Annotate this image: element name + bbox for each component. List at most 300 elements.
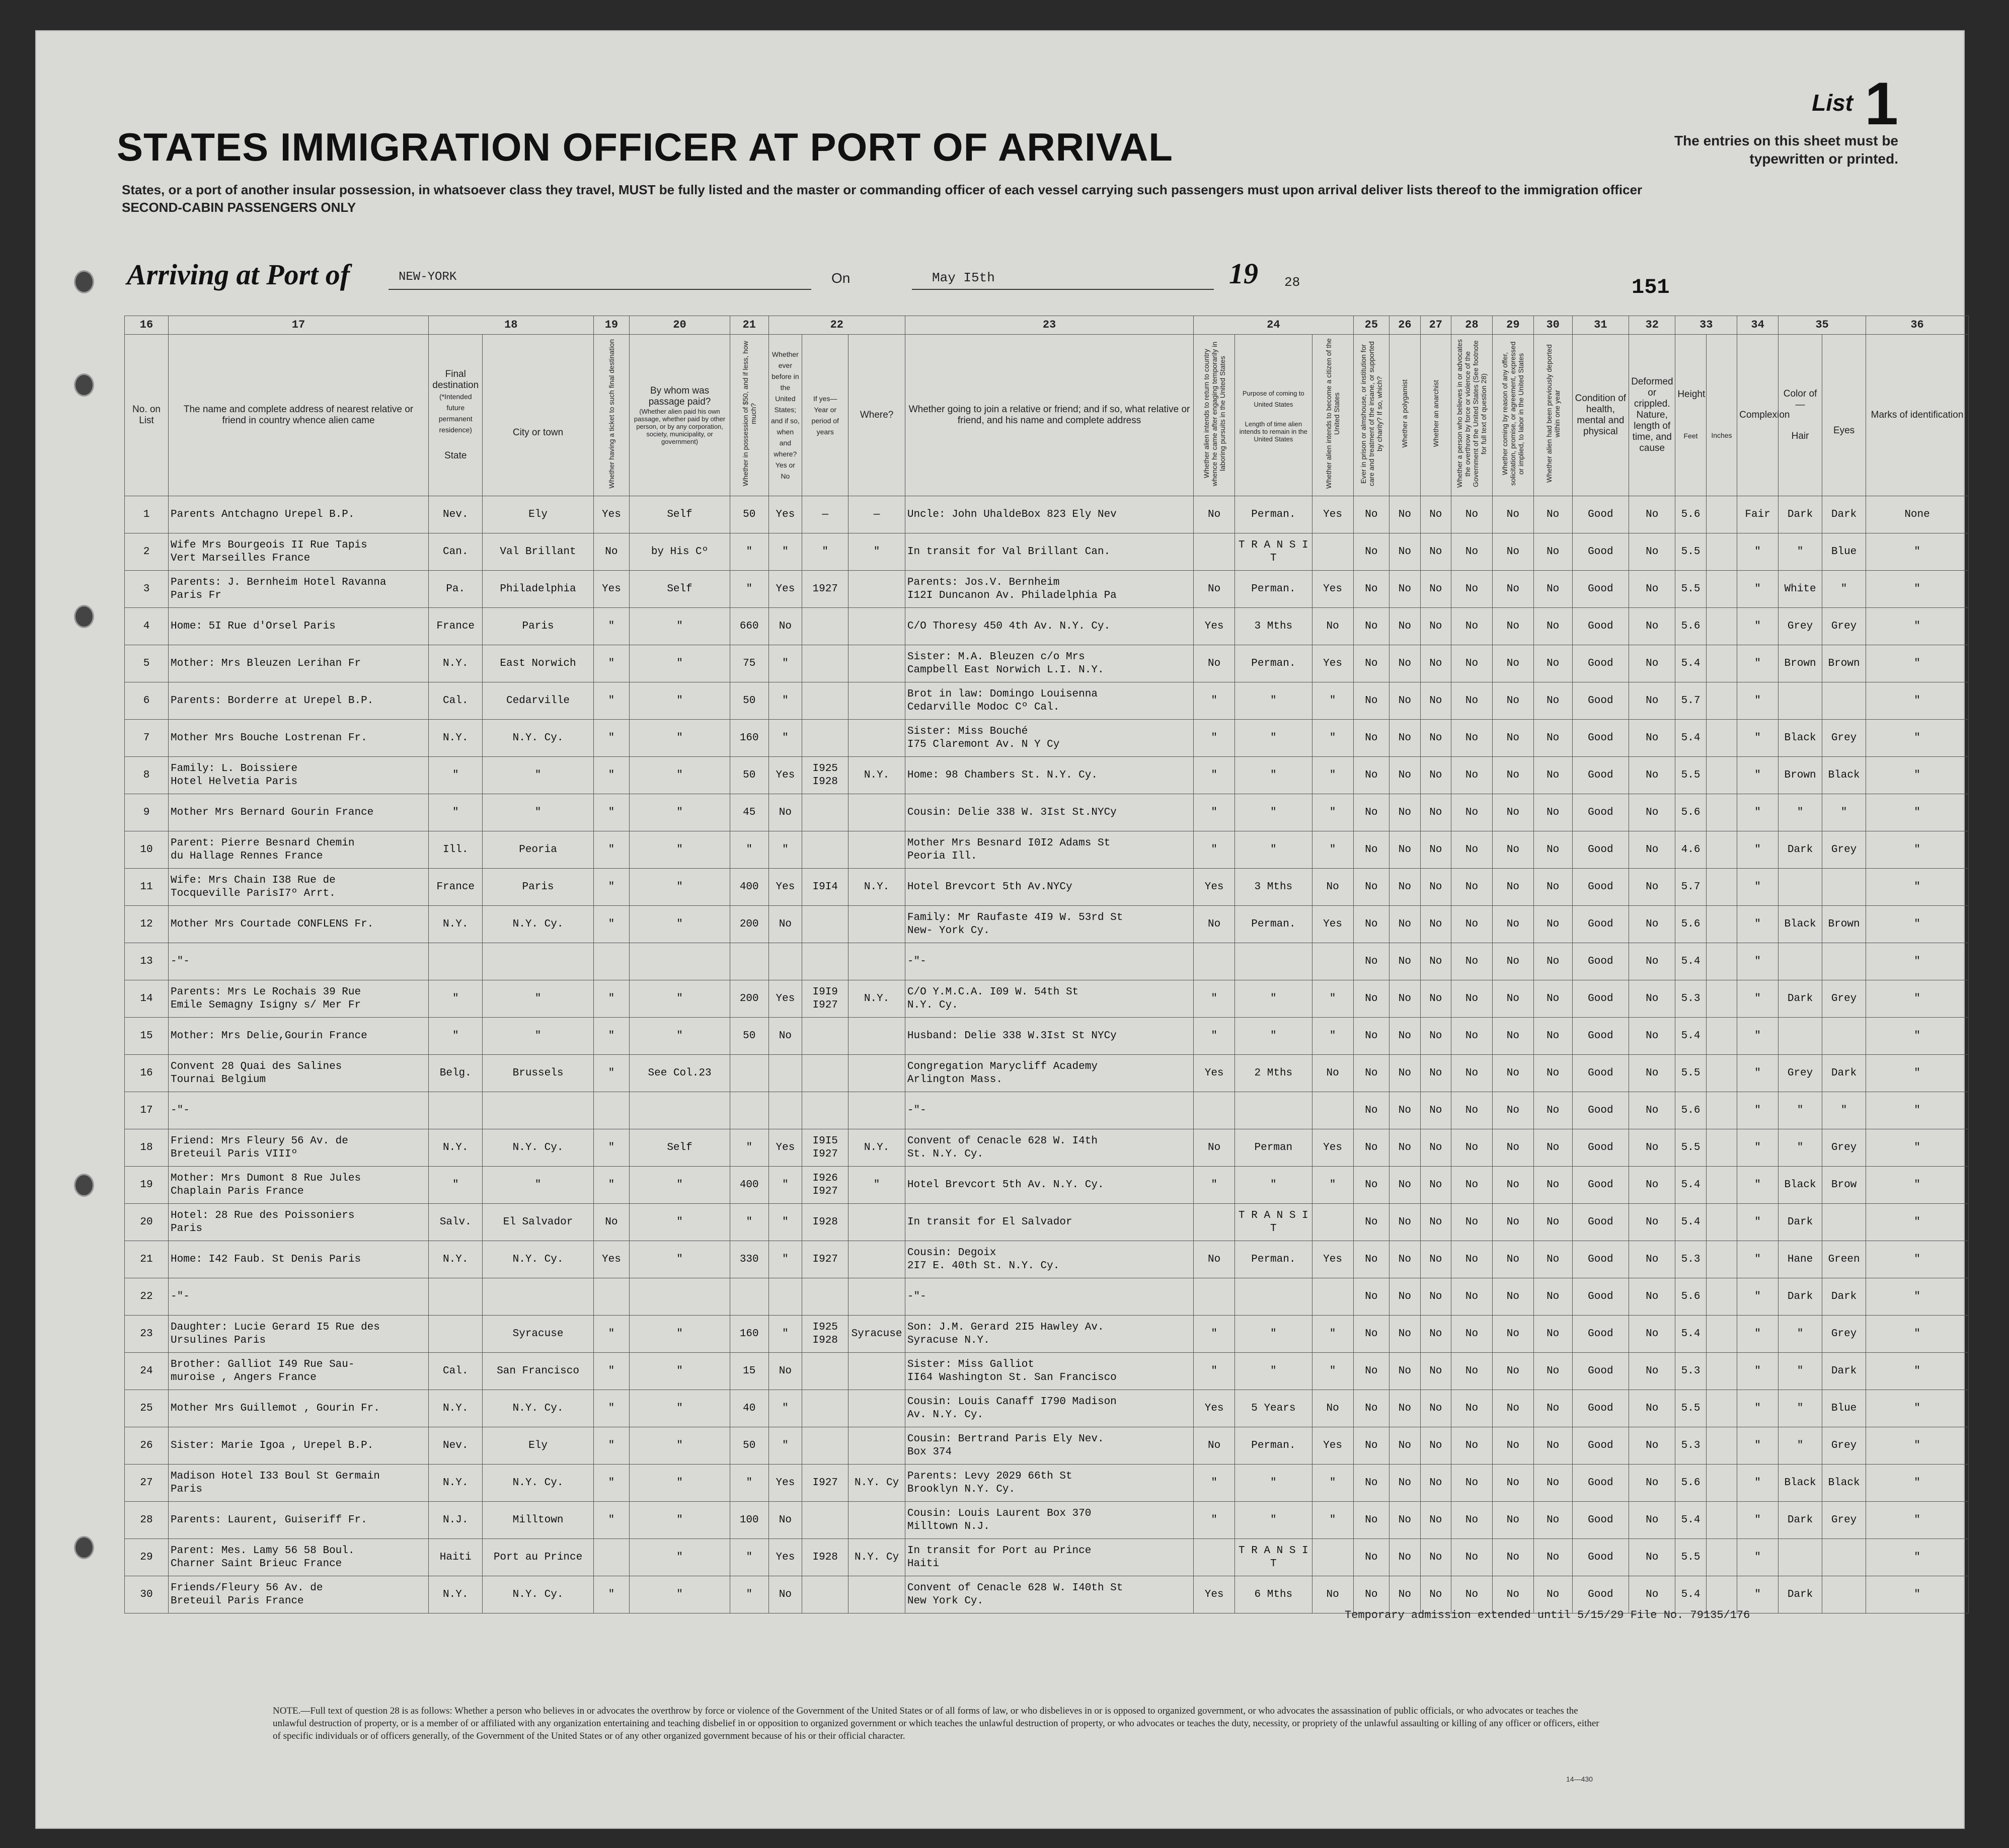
cell-ticket: " [593, 980, 630, 1018]
cell-eyes: Grey [1822, 1129, 1866, 1167]
cell-hair: Black [1779, 906, 1822, 943]
cell-p-citizen: " [1312, 720, 1353, 757]
cell-money: 330 [730, 1241, 768, 1278]
cell-where [848, 645, 905, 682]
header-before-in-us: Whether ever before in the United States; and if so, when and where? [770, 350, 800, 458]
cell-polyg: No [1389, 1316, 1420, 1353]
cell-where: N.Y. Cy [848, 1465, 905, 1502]
table-row [125, 980, 1969, 1018]
cell-blank [1706, 869, 1737, 906]
cell-health: Good [1572, 757, 1629, 794]
cell-polyg: No [1389, 571, 1420, 608]
cell-state: N.J. [429, 1502, 483, 1539]
cell-polyg: No [1389, 831, 1420, 869]
cell-no: 24 [125, 1353, 169, 1390]
cell-joining: Congregation Marycliff Academy Arlington Mass. [905, 1055, 1193, 1092]
cell-blank [1706, 943, 1737, 980]
cell-polyg: No [1389, 496, 1420, 533]
table-row [125, 1055, 1969, 1092]
cell-health: Good [1572, 1316, 1629, 1353]
cell-p-citizen [1312, 1204, 1353, 1241]
cell-q28: No [1451, 1390, 1493, 1427]
cell-money [730, 1278, 768, 1316]
cell-contract: No [1492, 757, 1533, 794]
cell-eyes: Blue [1822, 533, 1866, 571]
cell-contract: No [1492, 682, 1533, 720]
cell-before: " [768, 831, 802, 869]
header-final-destination: Final destination [432, 369, 479, 391]
cell-state: Cal. [429, 682, 483, 720]
header-polygamist [1389, 335, 1420, 496]
cell-q28: No [1451, 1576, 1493, 1613]
col-num: 32 [1629, 316, 1675, 335]
cell-blank [1706, 1129, 1737, 1167]
cell-city: N.Y. Cy. [483, 1129, 593, 1167]
cell-p-length: " [1235, 794, 1312, 831]
cell-prison: No [1353, 1278, 1389, 1316]
cell-before: " [768, 1427, 802, 1465]
cell-money: " [730, 1204, 768, 1241]
cell-anarch: No [1420, 1316, 1451, 1353]
cell-anarch: No [1420, 1576, 1451, 1613]
cell-money: 400 [730, 1167, 768, 1204]
cell-p-return: Yes [1194, 608, 1235, 645]
header-color-of: Color of— [1783, 389, 1817, 410]
cell-p-length: Perman. [1235, 496, 1312, 533]
cell-deformed: No [1629, 720, 1675, 757]
cell-no: 5 [125, 645, 169, 682]
cell-contract: No [1492, 1129, 1533, 1167]
cell-marks: " [1866, 757, 1969, 794]
header-purpose-citizen-label: Whether alien intends to become a citizen of the United States [1325, 338, 1341, 489]
cell-contract: No [1492, 720, 1533, 757]
cell-contract: No [1492, 1390, 1533, 1427]
cell-marks: " [1866, 1390, 1969, 1427]
cell-relative: -"- [169, 1278, 429, 1316]
cell-contract: No [1492, 645, 1533, 682]
cell-marks: " [1866, 571, 1969, 608]
cell-complexion: " [1737, 1353, 1779, 1390]
cell-city [483, 1092, 593, 1129]
cell-q28: No [1451, 1241, 1493, 1278]
cell-hair: Brown [1779, 645, 1822, 682]
cell-years: I927 [802, 1465, 848, 1502]
cell-no: 23 [125, 1316, 169, 1353]
cell-blank [1706, 1055, 1737, 1092]
cell-polyg: No [1389, 1241, 1420, 1278]
cell-joining: -"- [905, 943, 1193, 980]
cell-anarch: No [1420, 1427, 1451, 1465]
cell-joining: In transit for Val Brillant Can. [905, 533, 1193, 571]
cell-paid: " [630, 1390, 730, 1427]
cell-relative: Parent: Mes. Lamy 56 58 Boul. Charner Saint Brieuc France [169, 1539, 429, 1576]
cell-eyes: Blue [1822, 1390, 1866, 1427]
cell-height: 5.4 [1675, 1018, 1706, 1055]
table-row [125, 496, 1969, 533]
cell-complexion: " [1737, 1092, 1779, 1129]
cell-p-citizen: Yes [1312, 1427, 1353, 1465]
cell-anarch: No [1420, 1353, 1451, 1390]
col-num: 30 [1533, 316, 1572, 335]
cell-deformed: No [1629, 1353, 1675, 1390]
cell-relative: Family: L. Boissiere Hotel Helvetia Paris [169, 757, 429, 794]
cell-health: Good [1572, 1055, 1629, 1092]
header-height-inches [1706, 335, 1737, 496]
cell-blank [1706, 1502, 1737, 1539]
cell-p-length: T R A N S I T [1235, 533, 1312, 571]
cell-relative: -"- [169, 1092, 429, 1129]
cell-complexion: " [1737, 1055, 1779, 1092]
cell-relative: Wife: Mrs Chain I38 Rue de Tocqueville ParisI7º Arrt. [169, 869, 429, 906]
cell-eyes: " [1822, 571, 1866, 608]
cell-relative: Parents: J. Bernheim Hotel Ravanna Paris Fr [169, 571, 429, 608]
cell-eyes: Dark [1822, 496, 1866, 533]
cell-prison: No [1353, 831, 1389, 869]
cell-complexion: " [1737, 1316, 1779, 1353]
cell-blank [1706, 496, 1737, 533]
cell-complexion: Fair [1737, 496, 1779, 533]
cell-health: Good [1572, 1390, 1629, 1427]
cell-p-return: Yes [1194, 1055, 1235, 1092]
cell-anarch: No [1420, 943, 1451, 980]
cell-before: No [768, 794, 802, 831]
cell-money: 100 [730, 1502, 768, 1539]
cell-money: 50 [730, 682, 768, 720]
cell-money: " [730, 1539, 768, 1576]
cell-city: Val Brillant [483, 533, 593, 571]
cell-height: 5.3 [1675, 980, 1706, 1018]
cell-years [802, 1576, 848, 1613]
table-row [125, 943, 1969, 980]
cell-state: " [429, 980, 483, 1018]
cell-ticket: " [593, 608, 630, 645]
col-num: 36 [1866, 316, 1969, 335]
cell-contract: No [1492, 1055, 1533, 1092]
cell-prison: No [1353, 906, 1389, 943]
header-passage-paid-note: (Whether alien paid his own passage, whether paid by other person, or by any corporation, society, municipality, or government) [634, 407, 726, 445]
cell-q28: No [1451, 720, 1493, 757]
cell-p-return: Yes [1194, 1390, 1235, 1427]
header-anarchist-label: Whether an anarchist [1431, 380, 1440, 447]
cell-state: Ill. [429, 831, 483, 869]
cell-blank [1706, 1353, 1737, 1390]
cell-years [802, 1427, 848, 1465]
cell-polyg: No [1389, 720, 1420, 757]
cell-relative: Mother Mrs Guillemot , Gourin Fr. [169, 1390, 429, 1427]
cell-before: No [768, 1502, 802, 1539]
cell-polyg: No [1389, 1427, 1420, 1465]
cell-no: 12 [125, 906, 169, 943]
cell-state: Salv. [429, 1204, 483, 1241]
cell-city: Milltown [483, 1502, 593, 1539]
cell-money: " [730, 533, 768, 571]
cell-contract: No [1492, 1018, 1533, 1055]
cell-money: " [730, 1129, 768, 1167]
cell-deported: No [1533, 1129, 1572, 1167]
cell-no: 11 [125, 869, 169, 906]
cell-complexion: " [1737, 645, 1779, 682]
cell-p-return [1194, 533, 1235, 571]
cell-years [802, 1278, 848, 1316]
cell-contract: No [1492, 831, 1533, 869]
header-purpose-citizen [1312, 335, 1353, 496]
table-row [125, 533, 1969, 571]
cell-city: El Salvador [483, 1204, 593, 1241]
cell-paid: " [630, 1465, 730, 1502]
cell-deformed: No [1629, 1278, 1675, 1316]
passenger-rows [125, 496, 1969, 1613]
cell-no: 28 [125, 1502, 169, 1539]
cell-anarch: No [1420, 1539, 1451, 1576]
cell-deformed: No [1629, 608, 1675, 645]
cell-deported: No [1533, 682, 1572, 720]
header-prison-label: Ever in prison or almshouse, or institution for care and treatment of the insane, or supported by charity? If so, which? [1359, 341, 1383, 486]
binder-hole [74, 1536, 94, 1559]
cell-eyes: Black [1822, 1465, 1866, 1502]
cell-p-citizen: " [1312, 757, 1353, 794]
cell-height: 5.5 [1675, 1129, 1706, 1167]
cell-height: 5.7 [1675, 682, 1706, 720]
cell-paid: Self [630, 571, 730, 608]
cell-p-return: " [1194, 1018, 1235, 1055]
cell-q28: No [1451, 869, 1493, 906]
arrival-port: NEW-YORK [399, 270, 457, 284]
cell-height: 4.6 [1675, 831, 1706, 869]
cell-prison: No [1353, 869, 1389, 906]
cell-where [848, 1576, 905, 1613]
cell-complexion: " [1737, 1465, 1779, 1502]
cell-deformed: No [1629, 1055, 1675, 1092]
cell-p-citizen: " [1312, 1316, 1353, 1353]
cell-health: Good [1572, 1092, 1629, 1129]
cell-height: 5.4 [1675, 1316, 1706, 1353]
cell-health: Good [1572, 1018, 1629, 1055]
cell-deformed: No [1629, 1502, 1675, 1539]
col-num: 18 [429, 316, 594, 335]
cell-relative: Daughter: Lucie Gerard I5 Rue des Ursulines Paris [169, 1316, 429, 1353]
cell-p-return: " [1194, 794, 1235, 831]
cell-ticket: " [593, 1390, 630, 1427]
cell-p-citizen: Yes [1312, 496, 1353, 533]
table-row [125, 906, 1969, 943]
cell-p-citizen: Yes [1312, 1241, 1353, 1278]
cell-p-citizen: " [1312, 1465, 1353, 1502]
cell-contract: No [1492, 906, 1533, 943]
cell-health: Good [1572, 1241, 1629, 1278]
cell-where [848, 1427, 905, 1465]
cell-deported: No [1533, 906, 1572, 943]
cell-state: Belg. [429, 1055, 483, 1092]
cell-anarch: No [1420, 1092, 1451, 1129]
cell-hair: " [1779, 1129, 1822, 1167]
cell-prison: No [1353, 1167, 1389, 1204]
cell-q28: No [1451, 496, 1493, 533]
cell-anarch: No [1420, 1018, 1451, 1055]
table-row [125, 1502, 1969, 1539]
cell-state: N.Y. [429, 906, 483, 943]
cell-eyes: Grey [1822, 831, 1866, 869]
cell-p-return: No [1194, 645, 1235, 682]
cell-deported: No [1533, 980, 1572, 1018]
cell-p-length: " [1235, 682, 1312, 720]
cell-q28: No [1451, 1129, 1493, 1167]
cell-eyes: Brown [1822, 906, 1866, 943]
cell-q28: No [1451, 1167, 1493, 1204]
cell-complexion: " [1737, 1018, 1779, 1055]
header-passage-paid-label: By whom was passage paid? [648, 385, 711, 407]
cell-blank [1706, 608, 1737, 645]
cell-polyg: No [1389, 1576, 1420, 1613]
cell-p-length [1235, 1278, 1312, 1316]
cell-p-length: 2 Mths [1235, 1055, 1312, 1092]
cell-p-citizen [1312, 1539, 1353, 1576]
cell-health: Good [1572, 1167, 1629, 1204]
cell-ticket: " [593, 1316, 630, 1353]
table-row [125, 1204, 1969, 1241]
cell-paid: " [630, 794, 730, 831]
cell-ticket: " [593, 1167, 630, 1204]
cell-contract: No [1492, 1204, 1533, 1241]
cell-state: " [429, 1018, 483, 1055]
cell-height: 5.3 [1675, 1241, 1706, 1278]
cell-p-return: No [1194, 1129, 1235, 1167]
cell-contract: No [1492, 1353, 1533, 1390]
cell-deported: No [1533, 1465, 1572, 1502]
cell-health: Good [1572, 1539, 1629, 1576]
header-hair-label: Hair [1791, 431, 1809, 441]
cell-where: " [848, 533, 905, 571]
cell-city: Peoria [483, 831, 593, 869]
cell-height: 5.6 [1675, 1465, 1706, 1502]
form-number: 14—430 [1566, 1775, 1593, 1783]
cell-p-length: Perman. [1235, 645, 1312, 682]
cell-p-length [1235, 1092, 1312, 1129]
list-number: 1 [1865, 70, 1898, 137]
cell-no: 10 [125, 831, 169, 869]
cell-health: Good [1572, 906, 1629, 943]
table-row [125, 1576, 1969, 1613]
cell-p-citizen [1312, 533, 1353, 571]
table-row [125, 608, 1969, 645]
cell-anarch: No [1420, 720, 1451, 757]
header-ticket [593, 335, 630, 496]
binder-hole [74, 373, 94, 397]
cell-deported: No [1533, 794, 1572, 831]
cell-paid: " [630, 1018, 730, 1055]
cell-paid: " [630, 757, 730, 794]
cell-ticket: Yes [593, 571, 630, 608]
cell-ticket: " [593, 720, 630, 757]
col-num: 35 [1779, 316, 1866, 335]
cell-before: Yes [768, 980, 802, 1018]
cell-relative: Mother Mrs Bouche Lostrenan Fr. [169, 720, 429, 757]
cell-p-citizen: No [1312, 1055, 1353, 1092]
cell-before: Yes [768, 496, 802, 533]
table-row [125, 1129, 1969, 1167]
cell-prison: No [1353, 1092, 1389, 1129]
table-row [125, 1353, 1969, 1390]
table-row [125, 794, 1969, 831]
cell-polyg: No [1389, 1055, 1420, 1092]
cell-city: Port au Prince [483, 1539, 593, 1576]
cell-prison: No [1353, 1427, 1389, 1465]
cell-prison: No [1353, 1129, 1389, 1167]
cell-q28: No [1451, 1018, 1493, 1055]
cell-joining: -"- [905, 1278, 1193, 1316]
cell-prison: No [1353, 1502, 1389, 1539]
cell-paid: Self [630, 1129, 730, 1167]
cell-deformed: No [1629, 794, 1675, 831]
cell-p-citizen: " [1312, 831, 1353, 869]
cell-city: Ely [483, 496, 593, 533]
cell-before: Yes [768, 757, 802, 794]
cell-joining: Hotel Brevcort 5th Av.NYCy [905, 869, 1193, 906]
cell-before: " [768, 1241, 802, 1278]
cell-hair: Hane [1779, 1241, 1822, 1278]
cell-relative: Mother: Mrs Bleuzen Lerihan Fr [169, 645, 429, 682]
cell-contract: No [1492, 1427, 1533, 1465]
cell-height: 5.6 [1675, 496, 1706, 533]
cell-joining: Cousin: Louis Canaff I790 Madison Av. N.Y. Cy. [905, 1390, 1193, 1427]
cell-height: 5.4 [1675, 720, 1706, 757]
cell-marks: " [1866, 831, 1969, 869]
cell-p-citizen [1312, 1092, 1353, 1129]
cell-prison: No [1353, 1241, 1389, 1278]
cell-p-length: " [1235, 1167, 1312, 1204]
cell-p-return: No [1194, 1427, 1235, 1465]
cell-where: Syracuse [848, 1316, 905, 1353]
header-state [429, 335, 483, 496]
col-num: 19 [593, 316, 630, 335]
cell-no: 2 [125, 533, 169, 571]
cell-prison: No [1353, 757, 1389, 794]
cell-no: 13 [125, 943, 169, 980]
cell-marks: " [1866, 1241, 1969, 1278]
cell-ticket: " [593, 794, 630, 831]
cell-p-return [1194, 1278, 1235, 1316]
cell-prison: No [1353, 720, 1389, 757]
cell-paid: " [630, 682, 730, 720]
cell-p-return: " [1194, 720, 1235, 757]
cell-state: Haiti [429, 1539, 483, 1576]
cell-anarch: No [1420, 645, 1451, 682]
cell-p-return [1194, 1092, 1235, 1129]
cell-deported: No [1533, 1167, 1572, 1204]
cell-no: 22 [125, 1278, 169, 1316]
cell-eyes [1822, 1204, 1866, 1241]
cell-blank [1706, 794, 1737, 831]
cell-polyg: No [1389, 645, 1420, 682]
page-number: 151 [1632, 275, 1670, 299]
cell-anarch: No [1420, 1167, 1451, 1204]
header-if-yes: If yes— [813, 395, 837, 403]
cell-marks: " [1866, 1465, 1969, 1502]
cell-ticket: " [593, 831, 630, 869]
cell-p-length: 6 Mths [1235, 1576, 1312, 1613]
header-before-yes-no [768, 335, 802, 496]
cell-deformed: No [1629, 571, 1675, 608]
cell-prison: No [1353, 533, 1389, 571]
cell-polyg: No [1389, 1502, 1420, 1539]
cell-prison: No [1353, 1390, 1389, 1427]
date-underline [912, 289, 1214, 290]
cell-height: 5.6 [1675, 608, 1706, 645]
cell-height: 5.3 [1675, 1427, 1706, 1465]
cell-anarch: No [1420, 831, 1451, 869]
cell-money: 660 [730, 608, 768, 645]
cell-years [802, 645, 848, 682]
cell-p-length: Perman [1235, 1129, 1312, 1167]
